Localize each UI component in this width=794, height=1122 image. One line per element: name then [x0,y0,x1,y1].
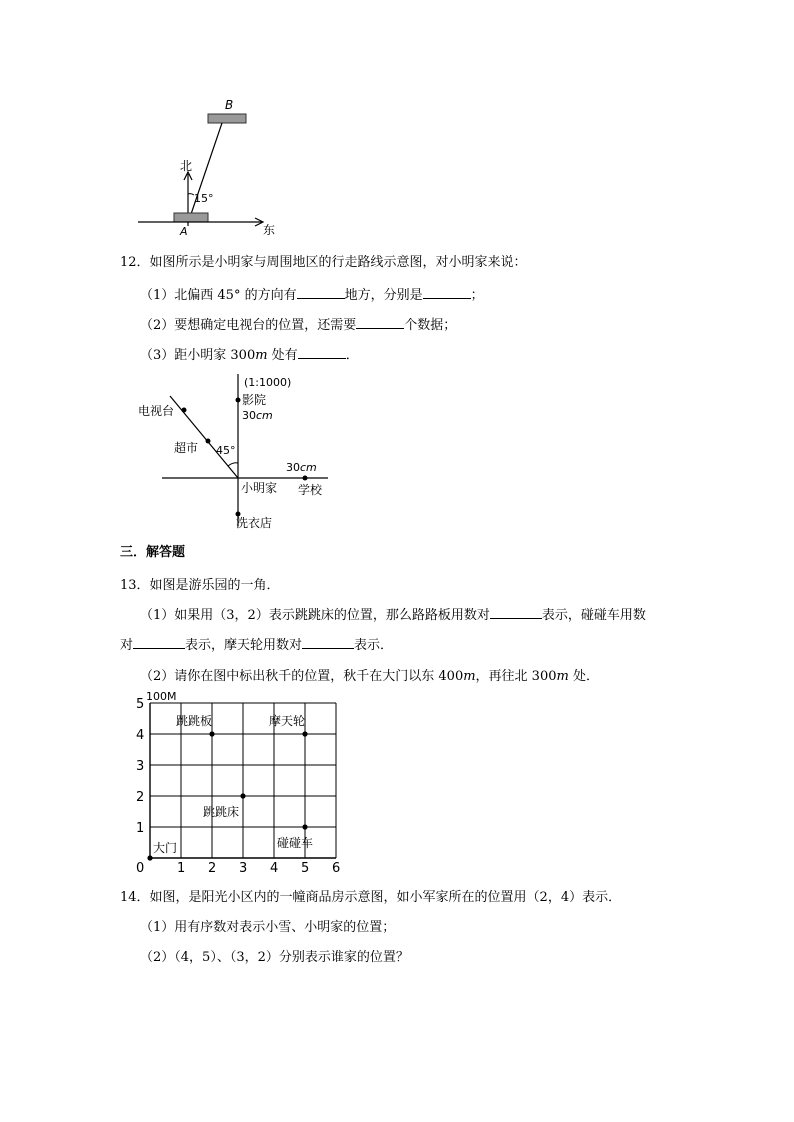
q12-part3-c: ． [345,348,359,363]
grid-label-1: 摩天轮 [269,714,306,728]
point-cinema [236,398,241,403]
grid-x-tick-4: 4 [270,861,279,876]
q12-blank-2[interactable] [423,286,471,299]
q13-part2-unit1: m [463,669,476,684]
grid-x-tick-6: 6 [332,861,341,876]
q14-stem: 14．如图，是阳光小区内的一幢商品房示意图，如小军家所在的位置用（2，4）表示． [120,890,622,905]
label-a: A [180,225,188,237]
label-dist-vertical [242,409,273,422]
label-east: 东 [263,223,276,237]
point-tv [182,408,187,413]
label-north: 北 [180,159,193,173]
label-angle: 15° [194,192,214,205]
q12-part3-b: 处有 [267,348,298,363]
grid-y-tick-2: 2 [136,790,145,805]
dist-vertical-unit: cm [256,409,273,422]
q12-part1 [140,284,484,303]
dist-horizontal-value: 30 [286,461,300,474]
q13-blank-2[interactable] [133,636,185,649]
label-angle-45: 45° [216,444,236,457]
q12-blank-3[interactable] [356,316,404,329]
grid-x-tick-1: 1 [177,861,186,876]
q12-part3 [140,344,359,363]
figure-a-b-direction [130,92,290,237]
grid-label-2: 跳跳床 [203,805,240,819]
label-b: B [225,98,234,112]
q12-stem: 12．如图所示是小明家与周围地区的行走路线示意图，对小明家来说： [120,255,527,270]
dist-horizontal-unit: cm [300,461,317,474]
q12-part2 [140,314,456,333]
q12-part2-a: （2）要想确定电视台的位置，还需要 [140,318,357,333]
q13-part1-a: （1）如果用（3，2）表示跳跳床的位置，那么路路板用数对 [140,608,490,623]
q13-part1-d: 表示，摩天轮用数对 [185,638,303,653]
label-scale: (1:1000) [244,376,292,389]
grid-x-tick-5: 5 [301,861,310,876]
label-dist-horizontal [286,461,317,474]
grid-label-4: 大门 [153,841,178,855]
grid-x-tick-3: 3 [239,861,248,876]
angle-arc-45 [228,463,238,466]
q12-part3-a: （3）距小明家 300 [140,348,256,363]
grid-x-tick-2: 2 [208,861,217,876]
label-tv: 电视台 [138,404,175,418]
q13-part1-c: 对 [120,638,134,653]
q13-blank-1[interactable] [490,606,542,619]
q13-part1-b: 表示，碰碰车用数 [541,608,646,623]
label-cinema: 影院 [242,393,267,407]
q12-part1-b: 地方，分别是 [344,288,423,303]
q12-part3-unit: m [255,348,268,363]
grid-point-1 [302,731,307,736]
grid-x-tick-0: 0 [136,861,145,876]
building-a [174,213,208,222]
q14-part1: （1）用有序数对表示小雪、小明家的位置； [140,920,396,935]
label-home: 小明家 [241,481,278,495]
grid-y-tick-5: 5 [136,697,145,712]
grid-y-tick-1: 1 [136,821,145,836]
grid-y-tick-4: 4 [136,728,145,743]
q12-part1-a: （1）北偏西 45° 的方向有 [140,288,297,303]
q13-part2-unit2: m [556,669,569,684]
point-school [303,476,308,481]
figure-amusement-grid [130,686,355,876]
grid-label-0: 跳跳板 [176,714,213,728]
q13-part2 [140,665,599,684]
q13-part1-line1 [140,604,646,623]
grid-y-tick-3: 3 [136,759,145,774]
label-school: 学校 [298,483,323,497]
figure-xiaoming-map [130,368,340,533]
grid-point-2 [240,793,245,798]
q13-part2-a: （2）请你在图中标出秋千的位置，秋千在大门以东 400 [140,669,464,684]
grid-point-3 [302,824,307,829]
grid-y-unit: 100M [146,690,177,703]
q12-part1-c: ； [470,288,484,303]
q13-part2-c: 处． [568,669,599,684]
q12-blank-1[interactable] [297,286,345,299]
q12-part2-b: 个数据； [404,318,457,333]
q14-part2: （2）（4，5）、（3，2）分别表示谁家的位置？ [140,950,409,965]
point-market [206,439,211,444]
label-laundry: 洗衣店 [236,516,273,530]
grid-point-4 [147,855,152,860]
grid-point-0 [209,731,214,736]
building-b [208,114,246,123]
q13-part1-line2 [120,634,393,653]
grid-label-3: 碰碰车 [277,836,314,850]
label-market: 超市 [174,441,199,455]
q12-blank-4[interactable] [298,346,346,359]
q13-part2-b: ，再往北 300 [475,669,557,684]
q13-stem: 13．如图是游乐园的一角． [120,578,280,593]
q13-part1-e: 表示． [354,638,394,653]
section-heading: 三．解答题 [120,545,186,560]
line-a-b [188,123,222,223]
q13-blank-3[interactable] [302,636,354,649]
dist-vertical-value: 30 [242,409,256,422]
